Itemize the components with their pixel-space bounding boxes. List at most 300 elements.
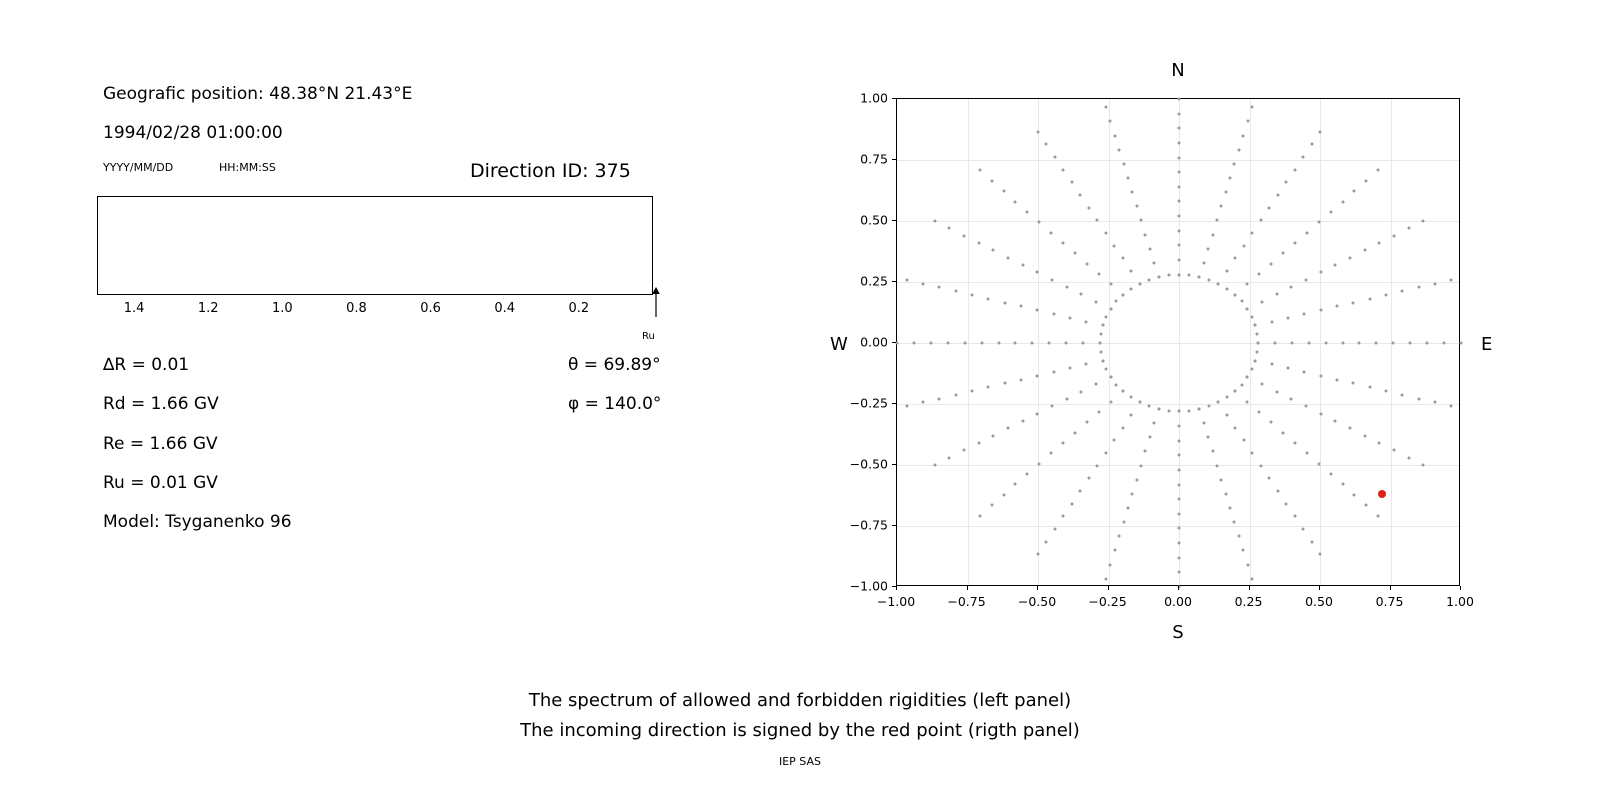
direction-dot bbox=[1234, 426, 1237, 429]
direction-dot bbox=[1251, 451, 1254, 454]
spectrum-tick-label: 1.2 bbox=[197, 301, 219, 316]
direction-dot bbox=[1153, 422, 1156, 425]
x-tick-label: 0.25 bbox=[1234, 594, 1263, 609]
direction-dot bbox=[1014, 342, 1017, 345]
y-tickmark bbox=[892, 220, 896, 221]
direction-dot bbox=[1261, 300, 1264, 303]
x-tickmark bbox=[896, 586, 897, 590]
direction-dot bbox=[1178, 556, 1181, 559]
direction-dot bbox=[1293, 442, 1296, 445]
direction-dot bbox=[1147, 278, 1150, 281]
y-tickmark bbox=[892, 98, 896, 99]
direction-dot bbox=[1385, 294, 1388, 297]
direction-dot bbox=[1129, 287, 1132, 290]
direction-dot bbox=[1378, 442, 1381, 445]
param-ru: Ru = 0.01 GV bbox=[103, 473, 218, 493]
direction-dot bbox=[929, 342, 932, 345]
direction-dot bbox=[1276, 194, 1279, 197]
direction-dot bbox=[1122, 390, 1125, 393]
direction-dot bbox=[1378, 241, 1381, 244]
direction-dot bbox=[1122, 293, 1125, 296]
direction-dot bbox=[1074, 252, 1077, 255]
direction-dot bbox=[977, 442, 980, 445]
direction-dot bbox=[1208, 278, 1211, 281]
direction-dot bbox=[1385, 389, 1388, 392]
direction-dot bbox=[1368, 386, 1371, 389]
caption-line-1: The spectrum of allowed and forbidden rigidities (left panel) bbox=[528, 690, 1072, 711]
direction-dot bbox=[1275, 390, 1278, 393]
direction-dot bbox=[1026, 210, 1029, 213]
direction-dot bbox=[1121, 257, 1124, 260]
direction-dot bbox=[1178, 498, 1181, 501]
direction-dot bbox=[1113, 134, 1116, 137]
direction-dot bbox=[1109, 120, 1112, 123]
direction-dot bbox=[1242, 244, 1245, 247]
direction-dot bbox=[1099, 342, 1102, 345]
direction-dot bbox=[1051, 405, 1054, 408]
direction-dot bbox=[1178, 454, 1181, 457]
direction-dot bbox=[1257, 272, 1260, 275]
direction-dot bbox=[1062, 168, 1065, 171]
direction-dot bbox=[1256, 350, 1259, 353]
direction-dot bbox=[1281, 252, 1284, 255]
direction-dot bbox=[1422, 220, 1425, 223]
direction-dot bbox=[954, 290, 957, 293]
direction-dot bbox=[1178, 171, 1181, 174]
direction-dot bbox=[1242, 549, 1245, 552]
direction-dot bbox=[1240, 300, 1243, 303]
x-tick-label: −1.00 bbox=[876, 594, 916, 609]
direction-dot bbox=[1329, 210, 1332, 213]
direction-dot bbox=[1002, 190, 1005, 193]
direction-dot bbox=[1031, 342, 1034, 345]
direction-dot bbox=[970, 294, 973, 297]
direction-dot bbox=[1352, 301, 1355, 304]
direction-dot bbox=[977, 241, 980, 244]
direction-dot bbox=[1358, 342, 1361, 345]
direction-dot bbox=[1270, 320, 1273, 323]
direction-dot bbox=[1178, 410, 1181, 413]
direction-dot bbox=[1144, 450, 1147, 453]
direction-dot bbox=[1226, 287, 1229, 290]
direction-dot bbox=[1250, 577, 1253, 580]
direction-dot bbox=[1434, 401, 1437, 404]
direction-dot bbox=[1065, 342, 1068, 345]
direction-dot bbox=[1109, 307, 1112, 310]
direction-dot bbox=[1026, 473, 1029, 476]
direction-dot bbox=[1246, 376, 1249, 379]
direction-dot bbox=[1045, 143, 1048, 146]
direction-dot bbox=[1065, 398, 1068, 401]
direction-dot bbox=[1050, 452, 1053, 455]
direction-dot bbox=[1101, 324, 1104, 327]
x-tickmark bbox=[1249, 586, 1250, 590]
direction-dot bbox=[1110, 400, 1113, 403]
direction-dot bbox=[1305, 452, 1308, 455]
direction-dot bbox=[1310, 143, 1313, 146]
direction-dot bbox=[1113, 439, 1116, 442]
direction-dot bbox=[1377, 169, 1380, 172]
direction-dot bbox=[990, 504, 993, 507]
direction-dot bbox=[1062, 442, 1065, 445]
direction-dot bbox=[1178, 259, 1181, 262]
direction-dot bbox=[1140, 464, 1143, 467]
x-tickmark bbox=[1460, 586, 1461, 590]
direction-dot bbox=[1178, 571, 1181, 574]
direction-dot bbox=[1246, 563, 1249, 566]
y-tick-label: 0.75 bbox=[860, 151, 888, 167]
direction-dot bbox=[1178, 542, 1181, 545]
direction-dot bbox=[1003, 382, 1006, 385]
direction-dot bbox=[963, 342, 966, 345]
direction-dot bbox=[1007, 427, 1010, 430]
direction-dot bbox=[1233, 162, 1236, 165]
direction-dot bbox=[1115, 383, 1118, 386]
param-delta-r: ∆R = 0.01 bbox=[103, 355, 190, 375]
direction-dot bbox=[1302, 156, 1305, 159]
x-tickmark bbox=[1108, 586, 1109, 590]
x-tickmark bbox=[1037, 586, 1038, 590]
direction-dot bbox=[1198, 276, 1201, 279]
direction-dot bbox=[1215, 219, 1218, 222]
direction-dot bbox=[1126, 177, 1129, 180]
direction-dot bbox=[1341, 483, 1344, 486]
direction-dot bbox=[1178, 185, 1181, 188]
direction-dot bbox=[1246, 307, 1249, 310]
direction-dot bbox=[1215, 464, 1218, 467]
y-tick-label: 1.00 bbox=[860, 90, 888, 106]
direction-dot bbox=[1079, 489, 1082, 492]
rigidity-spectrum-panel bbox=[97, 196, 653, 295]
direction-dot bbox=[997, 342, 1000, 345]
direction-dot bbox=[1144, 233, 1147, 236]
direction-dot bbox=[1110, 283, 1113, 286]
direction-dot bbox=[905, 278, 908, 281]
direction-dot bbox=[1208, 405, 1211, 408]
direction-dot bbox=[1443, 342, 1446, 345]
direction-dot bbox=[1036, 412, 1039, 415]
direction-dot bbox=[1069, 367, 1072, 370]
direction-dot bbox=[1135, 205, 1138, 208]
direction-dot bbox=[1392, 449, 1395, 452]
direction-dot bbox=[1099, 333, 1102, 336]
direction-dot bbox=[1178, 127, 1181, 130]
direction-dot bbox=[1229, 506, 1232, 509]
direction-dot bbox=[1268, 477, 1271, 480]
direction-dot bbox=[1275, 293, 1278, 296]
direction-dot bbox=[992, 434, 995, 437]
direction-dot bbox=[1105, 577, 1108, 580]
direction-dot bbox=[1188, 274, 1191, 277]
direction-dot bbox=[938, 397, 941, 400]
direction-dot bbox=[1020, 305, 1023, 308]
direction-dot bbox=[1037, 553, 1040, 556]
y-tick-label: 0.00 bbox=[860, 334, 888, 350]
direction-dot bbox=[978, 514, 981, 517]
x-tick-label: −0.50 bbox=[1017, 594, 1057, 609]
direction-dot bbox=[1178, 273, 1181, 276]
direction-dot bbox=[1105, 368, 1108, 371]
direction-dot bbox=[1052, 312, 1055, 315]
direction-dot bbox=[1242, 439, 1245, 442]
direction-dot bbox=[1409, 342, 1412, 345]
direction-dot bbox=[1234, 257, 1237, 260]
param-re: Re = 1.66 GV bbox=[103, 434, 218, 454]
figure-caption bbox=[0, 686, 1600, 746]
y-tick-label: −0.75 bbox=[849, 517, 888, 533]
direction-dot bbox=[1304, 405, 1307, 408]
direction-dot bbox=[1417, 397, 1420, 400]
direction-dot bbox=[970, 389, 973, 392]
direction-dot bbox=[1037, 130, 1040, 133]
direction-dot bbox=[1310, 540, 1313, 543]
direction-dot bbox=[1365, 504, 1368, 507]
direction-dot bbox=[978, 169, 981, 172]
direction-dot bbox=[1250, 106, 1253, 109]
x-tick-label: 0.50 bbox=[1305, 594, 1333, 609]
direction-dot bbox=[1014, 200, 1017, 203]
direction-dot bbox=[1233, 293, 1236, 296]
direction-dot bbox=[1341, 200, 1344, 203]
direction-dot bbox=[1269, 262, 1272, 265]
direction-dot bbox=[1021, 263, 1024, 266]
direction-dot bbox=[1375, 342, 1378, 345]
direction-dot bbox=[1303, 312, 1306, 315]
direction-dot bbox=[954, 393, 957, 396]
direction-dot bbox=[1319, 309, 1322, 312]
gridline-horizontal bbox=[897, 221, 1459, 222]
direction-dot bbox=[1178, 483, 1181, 486]
direction-dot bbox=[1178, 439, 1181, 442]
direction-dot bbox=[1240, 383, 1243, 386]
direction-dot bbox=[1104, 451, 1107, 454]
direction-dot bbox=[1317, 221, 1320, 224]
direction-dot bbox=[1157, 276, 1160, 279]
x-tickmark bbox=[1390, 586, 1391, 590]
y-tick-label: −0.25 bbox=[849, 395, 888, 411]
direction-dot bbox=[1207, 436, 1210, 439]
y-tickmark bbox=[892, 342, 896, 343]
direction-dot bbox=[1217, 282, 1220, 285]
direction-dot bbox=[1157, 407, 1160, 410]
direction-dot bbox=[1104, 232, 1107, 235]
direction-dot bbox=[1094, 300, 1097, 303]
geographic-position-label: Geografic position: 48.38°N 21.43°E bbox=[103, 84, 413, 104]
direction-dot bbox=[1353, 190, 1356, 193]
direction-dot bbox=[1045, 540, 1048, 543]
direction-dot bbox=[1053, 156, 1056, 159]
direction-dot bbox=[963, 449, 966, 452]
direction-dot bbox=[1319, 553, 1322, 556]
direction-dot bbox=[1070, 502, 1073, 505]
direction-dot bbox=[1434, 282, 1437, 285]
direction-dot bbox=[1153, 261, 1156, 264]
direction-dot bbox=[1211, 450, 1214, 453]
y-tick-label: −0.50 bbox=[849, 456, 888, 472]
ru-axis-label: Ru bbox=[642, 331, 655, 342]
direction-dot bbox=[1178, 229, 1181, 232]
y-tick-label: 0.25 bbox=[860, 273, 888, 289]
direction-dot bbox=[1422, 464, 1425, 467]
direction-dot bbox=[1257, 411, 1260, 414]
direction-dot bbox=[1052, 371, 1055, 374]
direction-dot bbox=[1202, 261, 1205, 264]
direction-dot bbox=[1246, 120, 1249, 123]
direction-dot bbox=[1363, 249, 1366, 252]
gridline-vertical bbox=[1109, 99, 1110, 585]
direction-dot bbox=[1426, 342, 1429, 345]
direction-dot bbox=[1099, 350, 1102, 353]
direction-dot bbox=[1319, 271, 1322, 274]
direction-dot bbox=[1003, 301, 1006, 304]
direction-dot bbox=[1233, 521, 1236, 524]
direction-dot bbox=[1122, 521, 1125, 524]
direction-dot bbox=[1087, 477, 1090, 480]
direction-dot bbox=[1224, 191, 1227, 194]
gridline-horizontal bbox=[897, 404, 1459, 405]
direction-dot bbox=[1051, 278, 1054, 281]
direction-dot bbox=[1167, 409, 1170, 412]
direction-dot bbox=[1303, 371, 1306, 374]
direction-dot bbox=[1062, 515, 1065, 518]
direction-dot bbox=[980, 342, 983, 345]
direction-dot bbox=[1098, 272, 1101, 275]
direction-dot bbox=[1290, 398, 1293, 401]
direction-dot bbox=[921, 282, 924, 285]
direction-dot bbox=[1245, 400, 1248, 403]
direction-dot bbox=[1098, 411, 1101, 414]
direction-dot bbox=[1250, 315, 1253, 318]
direction-dot bbox=[1334, 263, 1337, 266]
direction-dot bbox=[1038, 221, 1041, 224]
polar-scatter-plot bbox=[896, 98, 1460, 586]
param-model: Model: Tsyganenko 96 bbox=[103, 512, 292, 532]
gridline-vertical bbox=[1320, 99, 1321, 585]
y-tickmark bbox=[892, 159, 896, 160]
direction-dot bbox=[1226, 396, 1229, 399]
direction-dot bbox=[1148, 436, 1151, 439]
direction-dot bbox=[1085, 363, 1088, 366]
direction-dot bbox=[1131, 191, 1134, 194]
direction-dot bbox=[1036, 374, 1039, 377]
direction-dot bbox=[1085, 320, 1088, 323]
direction-dot bbox=[1259, 219, 1262, 222]
direction-dot bbox=[1036, 271, 1039, 274]
direction-dot bbox=[1225, 413, 1228, 416]
direction-dot bbox=[1220, 478, 1223, 481]
x-tick-label: 1.00 bbox=[1446, 594, 1474, 609]
direction-dot bbox=[1286, 367, 1289, 370]
direction-dot bbox=[1407, 227, 1410, 230]
direction-dot bbox=[1138, 282, 1141, 285]
direction-dot bbox=[1268, 206, 1271, 209]
direction-dot bbox=[1178, 215, 1181, 218]
direction-dot bbox=[1148, 247, 1151, 250]
param-theta: θ = 69.89° bbox=[568, 355, 661, 375]
direction-dot bbox=[1105, 106, 1108, 109]
direction-dot bbox=[1460, 342, 1463, 345]
direction-dot bbox=[1086, 421, 1089, 424]
direction-dot bbox=[1211, 233, 1214, 236]
direction-dot bbox=[1341, 342, 1344, 345]
spectrum-tick-label: 0.4 bbox=[494, 301, 516, 316]
compass-label-west: W bbox=[830, 334, 848, 355]
direction-dot bbox=[1259, 464, 1262, 467]
direction-dot bbox=[1065, 285, 1068, 288]
x-tickmark bbox=[967, 586, 968, 590]
direction-dot bbox=[990, 179, 993, 182]
y-tickmark bbox=[892, 281, 896, 282]
direction-dot bbox=[905, 405, 908, 408]
direction-dot bbox=[1270, 363, 1273, 366]
direction-dot bbox=[1115, 300, 1118, 303]
compass-label-east: E bbox=[1481, 334, 1493, 355]
direction-dot bbox=[1007, 256, 1010, 259]
direction-dot bbox=[1242, 134, 1245, 137]
direction-dot bbox=[1082, 342, 1085, 345]
y-tickmark bbox=[892, 464, 896, 465]
direction-dot bbox=[933, 220, 936, 223]
spectrum-tick-label: 0.6 bbox=[420, 301, 441, 316]
direction-dot bbox=[1038, 462, 1041, 465]
direction-dot bbox=[1319, 412, 1322, 415]
x-tickmark bbox=[1319, 586, 1320, 590]
direction-dot bbox=[1178, 468, 1181, 471]
direction-dot bbox=[1130, 413, 1133, 416]
direction-dot bbox=[1101, 359, 1104, 362]
direction-dot bbox=[1087, 206, 1090, 209]
direction-dot bbox=[1254, 359, 1257, 362]
direction-dot bbox=[1305, 231, 1308, 234]
direction-dot bbox=[1113, 549, 1116, 552]
direction-dot bbox=[1178, 424, 1181, 427]
ru-arrow-icon bbox=[649, 287, 663, 317]
direction-dot bbox=[1178, 141, 1181, 144]
x-tick-label: −0.25 bbox=[1088, 594, 1127, 609]
direction-dot bbox=[1217, 401, 1220, 404]
direction-dot bbox=[1251, 232, 1254, 235]
spectrum-tick-label: 1.0 bbox=[271, 301, 293, 316]
datetime-label: 1994/02/28 01:00:00 bbox=[103, 123, 283, 143]
direction-dot bbox=[1036, 309, 1039, 312]
direction-dot bbox=[1256, 342, 1259, 345]
y-tick-label: −1.00 bbox=[849, 578, 888, 594]
direction-dot bbox=[1131, 492, 1134, 495]
y-tick-label: 0.50 bbox=[860, 212, 888, 228]
direction-dot bbox=[933, 464, 936, 467]
direction-dot bbox=[1178, 200, 1181, 203]
time-format-hint: HH:MM:SS bbox=[219, 161, 276, 174]
direction-dot bbox=[1118, 148, 1121, 151]
direction-dot bbox=[1167, 274, 1170, 277]
direction-dot bbox=[1188, 409, 1191, 412]
gridline-horizontal bbox=[897, 465, 1459, 466]
gridline-vertical bbox=[968, 99, 969, 585]
direction-dot bbox=[912, 342, 915, 345]
plot-inner-area bbox=[897, 99, 1459, 585]
direction-dot bbox=[1109, 376, 1112, 379]
direction-dot bbox=[1245, 283, 1248, 286]
direction-dot bbox=[1220, 205, 1223, 208]
direction-dot bbox=[1269, 421, 1272, 424]
y-tickmark bbox=[892, 403, 896, 404]
direction-dot bbox=[1079, 194, 1082, 197]
direction-dot bbox=[1070, 181, 1073, 184]
direction-dot bbox=[1202, 422, 1205, 425]
incoming-direction-marker bbox=[1378, 490, 1386, 498]
direction-dot bbox=[1392, 342, 1395, 345]
direction-dot bbox=[1302, 527, 1305, 530]
